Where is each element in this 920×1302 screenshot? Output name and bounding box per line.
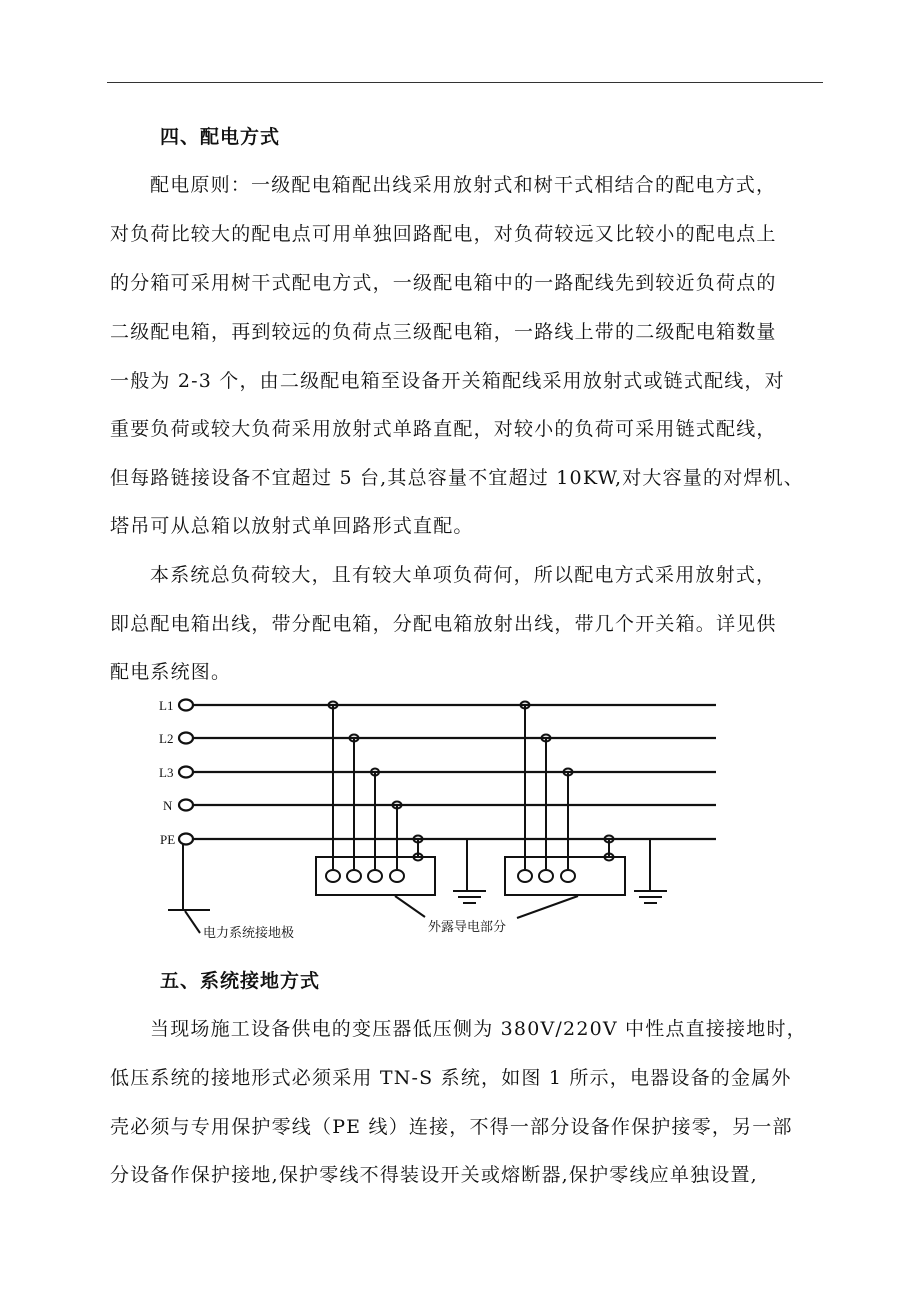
paragraph-line: 的分箱可采用树干式配电方式，一级配电箱中的一路配线先到较近负荷点的 [110, 272, 777, 294]
paragraph-line: 分设备作保护接地,保护零线不得装设开关或熔断器,保护零线应单独设置, [110, 1164, 758, 1186]
bus-label-l3: L3 [159, 765, 174, 780]
equipment-2 [505, 702, 625, 919]
paragraph-line: 配电原则：一级配电箱配出线采用放射式和树干式相结合的配电方式， [150, 174, 777, 196]
bus-label-pe: PE [160, 832, 176, 847]
bus-label-n: N [163, 798, 173, 813]
paragraph-line: 低压系统的接地形式必须采用 TN-S 系统，如图 1 所示，电器设备的金属外 [110, 1067, 792, 1089]
ground-electrode-label: 电力系统接地极 [203, 926, 295, 941]
terminal-n [179, 800, 193, 811]
paragraph-line: 一般为 2-3 个，由二级配电箱至设备开关箱配线采用放射式或链式配线，对 [110, 370, 785, 392]
paragraph-line: 即总配电箱出线，带分配电箱，分配电箱放射出线，带几个开关箱。详见供 [110, 613, 777, 635]
bus-label-l1: L1 [159, 698, 174, 713]
terminal-pe [179, 834, 193, 845]
paragraph-line: 本系统总负荷较大，且有较大单项负荷何，所以配电方式采用放射式， [150, 564, 777, 586]
paragraph-line: 对负荷比较大的配电点可用单独回路配电，对负荷较远又比较小的配电点上 [110, 223, 777, 245]
terminal-l3 [179, 767, 193, 778]
section-4-heading: 四、配电方式 [160, 126, 281, 148]
bus-lines [179, 700, 716, 845]
paragraph-line: 塔吊可从总箱以放射式单回路形式直配。 [110, 515, 474, 537]
tn-s-distribution-diagram [150, 690, 730, 946]
paragraph-line: 壳必须与专用保护零线（PE 线）连接，不得一部分设备作保护接零，另一部 [110, 1116, 793, 1138]
terminal-l1 [179, 700, 193, 711]
system-ground-electrode [168, 844, 210, 933]
ground-symbol-2 [634, 839, 667, 903]
paragraph-line: 二级配电箱，再到较远的负荷点三级配电箱，一路线上带的二级配电箱数量 [110, 321, 777, 343]
exposed-conductive-label: 外露导电部分 [428, 920, 507, 935]
paragraph-line: 当现场施工设备供电的变压器低压侧为 380V/220V 中性点直接接地时， [150, 1018, 807, 1040]
paragraph-line: 但每路链接设备不宜超过 5 台,其总容量不宜超过 10KW,对大容量的对焊机、 [110, 467, 804, 489]
paragraph-line: 配电系统图。 [110, 661, 232, 683]
bus-label-l2: L2 [159, 731, 174, 746]
equipment-1 [316, 702, 435, 918]
header-rule [107, 82, 823, 83]
paragraph-line: 重要负荷或较大负荷采用放射式单路直配，对较小的负荷可采用链式配线， [110, 418, 777, 440]
terminal-l2 [179, 733, 193, 744]
section-5-heading: 五、系统接地方式 [160, 970, 321, 992]
ground-symbol-1 [453, 839, 486, 903]
